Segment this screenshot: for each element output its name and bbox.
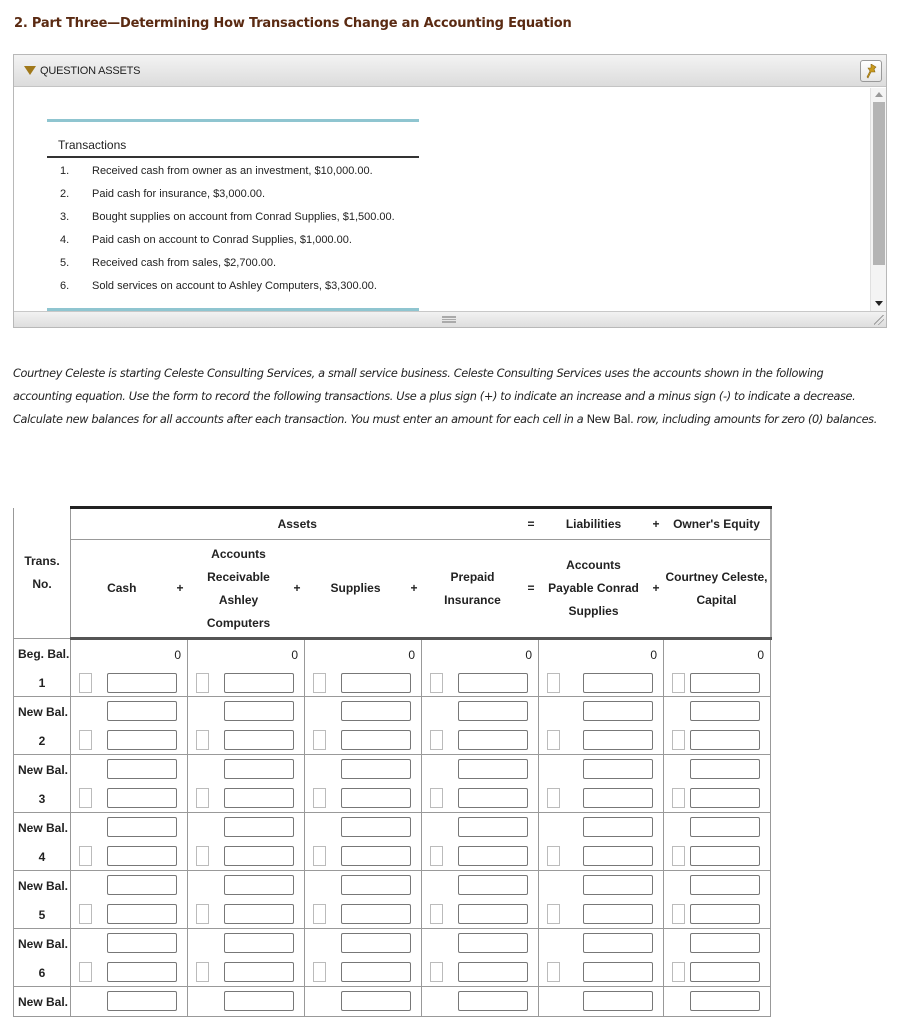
new-balance-input-cash[interactable] <box>107 933 177 953</box>
row-label <box>14 871 71 929</box>
transaction-amount-input-accounts-receivable[interactable] <box>224 730 294 750</box>
cell-cash <box>71 755 188 813</box>
equals-operator: = <box>524 508 539 540</box>
new-balance-input-accounts-receivable[interactable] <box>224 991 294 1011</box>
beginning-balance-value: 0 <box>291 648 298 662</box>
equals-operator: = <box>524 540 539 639</box>
sign-input-capital[interactable] <box>672 846 685 866</box>
new-balance-input-supplies[interactable] <box>341 933 411 953</box>
sign-input-accounts-payable[interactable] <box>547 904 560 924</box>
new-balance-input-cash[interactable] <box>107 991 177 1011</box>
sign-input-prepaid-insurance[interactable] <box>430 904 443 924</box>
question-assets-panel <box>13 54 887 328</box>
transaction-amount-input-capital[interactable] <box>690 962 760 982</box>
cell-accounts-receivable <box>188 755 305 813</box>
sign-input-capital[interactable] <box>672 730 685 750</box>
sign-input-accounts-payable[interactable] <box>547 673 560 693</box>
sign-input-accounts-receivable[interactable] <box>196 730 209 750</box>
new-balance-input-accounts-payable[interactable] <box>583 701 653 721</box>
transaction-number: 1. <box>60 165 70 177</box>
new-balance-input-accounts-payable[interactable] <box>583 875 653 895</box>
sign-input-supplies[interactable] <box>313 904 326 924</box>
transaction-amount-input-accounts-payable[interactable] <box>583 962 653 982</box>
sign-input-accounts-payable[interactable] <box>547 962 560 982</box>
cell-accounts-payable <box>539 697 664 755</box>
transaction-text: Paid cash for insurance, $3,000.00. <box>92 188 266 200</box>
cell-prepaid-insurance <box>422 929 539 987</box>
accounting-equation-table <box>13 506 772 1017</box>
cell-capital <box>664 987 771 1017</box>
beginning-balance-value: 0 <box>650 648 657 662</box>
cell-accounts-receivable <box>188 697 305 755</box>
transaction-amount-input-accounts-receivable[interactable] <box>224 904 294 924</box>
table-row <box>14 639 771 697</box>
row-label-balance: New Bal. <box>18 821 69 835</box>
transaction-amount-input-accounts-payable[interactable] <box>583 846 653 866</box>
row-label-trans: 5 <box>38 908 46 922</box>
row-label <box>14 987 71 1017</box>
cell-accounts-payable <box>539 813 664 871</box>
cell-supplies <box>305 929 422 987</box>
owners-equity-group-header: Owner's Equity <box>664 508 771 540</box>
column-header-line: Courtney Celeste, <box>665 569 768 584</box>
transaction-amount-input-supplies[interactable] <box>341 730 411 750</box>
sign-input-supplies[interactable] <box>313 962 326 982</box>
sign-input-prepaid-insurance[interactable] <box>430 846 443 866</box>
trans-header-line: No. <box>32 576 52 591</box>
plus-operator: + <box>173 540 188 639</box>
new-balance-input-accounts-payable[interactable] <box>583 933 653 953</box>
new-balance-input-accounts-payable[interactable] <box>583 991 653 1011</box>
sign-input-supplies[interactable] <box>313 730 326 750</box>
sign-input-capital[interactable] <box>672 904 685 924</box>
new-balance-input-prepaid-insurance[interactable] <box>458 991 528 1011</box>
new-balance-input-supplies[interactable] <box>341 817 411 837</box>
column-header-line: Capital <box>696 592 737 607</box>
sign-input-capital[interactable] <box>672 673 685 693</box>
sign-input-prepaid-insurance[interactable] <box>430 962 443 982</box>
cell-cash <box>71 987 188 1017</box>
column-header-line: Accounts <box>566 558 621 572</box>
transaction-number: 6. <box>60 280 70 292</box>
transaction-amount-input-cash[interactable] <box>107 962 177 982</box>
column-header-supplies <box>305 540 407 639</box>
transaction-amount-input-cash[interactable] <box>107 846 177 866</box>
sign-input-accounts-receivable[interactable] <box>196 904 209 924</box>
divider <box>47 119 419 122</box>
sign-input-accounts-receivable[interactable] <box>196 962 209 982</box>
transaction-amount-input-cash[interactable] <box>107 673 177 693</box>
transaction-amount-input-accounts-receivable[interactable] <box>224 788 294 808</box>
sign-input-accounts-payable[interactable] <box>547 788 560 808</box>
transaction-amount-input-accounts-receivable[interactable] <box>224 846 294 866</box>
plus-operator: + <box>290 540 305 639</box>
transaction-amount-input-prepaid-insurance[interactable] <box>458 904 528 924</box>
new-balance-input-capital[interactable] <box>690 875 760 895</box>
column-header-line: Supplies <box>330 581 381 595</box>
transaction-text: Paid cash on account to Conrad Supplies, $1,000.00. <box>92 234 352 246</box>
page-title: 2. Part Three—Determining How Transactions Change an Accounting Equation <box>14 16 572 31</box>
transaction-amount-input-supplies[interactable] <box>341 673 411 693</box>
cell-capital <box>664 639 771 697</box>
table-row <box>14 697 771 755</box>
transactions-list <box>47 162 427 300</box>
cell-accounts-payable <box>539 987 664 1017</box>
instructions-part-1: Courtney Celeste is starting Celeste Consulting Services, a small service business. Celeste Consulting Services uses the accounts shown in the following accounting equation. Use the form to record the following transactions. Use a plus sign (+) to indicate an increase and a minus sign (-) to indicate a decrease. Calculate new balances for all accounts after each transaction. You must enter an amount for each cell in a <box>13 367 856 426</box>
new-balance-input-accounts-receivable[interactable] <box>224 933 294 953</box>
sign-input-prepaid-insurance[interactable] <box>430 673 443 693</box>
table-row <box>14 987 771 1017</box>
cell-accounts-payable <box>539 639 664 697</box>
new-balance-input-prepaid-insurance[interactable] <box>458 759 528 779</box>
cell-prepaid-insurance <box>422 639 539 697</box>
transaction-amount-input-supplies[interactable] <box>341 962 411 982</box>
new-balance-input-accounts-payable[interactable] <box>583 759 653 779</box>
trans-no-header <box>14 508 71 639</box>
cell-cash <box>71 929 188 987</box>
resize-grip-icon[interactable] <box>874 315 884 325</box>
cell-supplies <box>305 987 422 1017</box>
row-label-balance: New Bal. <box>18 705 69 719</box>
row-label-balance: Beg. Bal. <box>18 647 70 661</box>
instructions-new-bal: New Bal. <box>586 412 634 426</box>
beginning-balance-value: 0 <box>525 648 532 662</box>
transaction-number: 5. <box>60 257 70 269</box>
cell-accounts-receivable <box>188 929 305 987</box>
transaction-amount-input-prepaid-insurance[interactable] <box>458 788 528 808</box>
row-label <box>14 755 71 813</box>
plus-operator: + <box>649 540 664 639</box>
transaction-item <box>47 208 427 231</box>
cell-capital <box>664 697 771 755</box>
cell-prepaid-insurance <box>422 871 539 929</box>
transaction-amount-input-cash[interactable] <box>107 730 177 750</box>
scroll-up-arrow-icon[interactable] <box>875 92 883 97</box>
cell-supplies <box>305 639 422 697</box>
beginning-balance-value: 0 <box>757 648 764 662</box>
row-label-trans: 2 <box>38 734 46 748</box>
question-assets-content <box>14 88 870 312</box>
transaction-amount-input-prepaid-insurance[interactable] <box>458 673 528 693</box>
sign-input-prepaid-insurance[interactable] <box>430 788 443 808</box>
transaction-amount-input-capital[interactable] <box>690 846 760 866</box>
transaction-amount-input-capital[interactable] <box>690 904 760 924</box>
transaction-item <box>47 231 427 254</box>
cell-accounts-payable <box>539 929 664 987</box>
sign-input-capital[interactable] <box>672 788 685 808</box>
sign-input-cash[interactable] <box>79 962 92 982</box>
beginning-balance-value: 0 <box>408 648 415 662</box>
transaction-amount-input-supplies[interactable] <box>341 846 411 866</box>
cell-cash <box>71 697 188 755</box>
cell-capital <box>664 813 771 871</box>
new-balance-input-cash[interactable] <box>107 875 177 895</box>
cell-accounts-receivable <box>188 639 305 697</box>
new-balance-input-capital[interactable] <box>690 701 760 721</box>
transaction-amount-input-prepaid-insurance[interactable] <box>458 730 528 750</box>
plus-operator: + <box>407 540 422 639</box>
cell-accounts-payable <box>539 871 664 929</box>
sign-input-supplies[interactable] <box>313 673 326 693</box>
row-label <box>14 639 71 697</box>
new-balance-input-supplies[interactable] <box>341 875 411 895</box>
column-header-line: Payable Conrad <box>548 581 639 595</box>
sign-input-accounts-receivable[interactable] <box>196 673 209 693</box>
question-assets-footer <box>14 311 886 327</box>
column-header-line: Cash <box>107 581 137 595</box>
trans-header-line: Trans. <box>24 553 60 568</box>
new-balance-input-supplies[interactable] <box>341 991 411 1011</box>
pushpin-icon <box>865 64 878 79</box>
cell-cash <box>71 813 188 871</box>
sign-input-cash[interactable] <box>79 788 92 808</box>
table-row <box>14 871 771 929</box>
column-header-line: Insurance <box>444 592 501 607</box>
cell-capital <box>664 929 771 987</box>
cell-accounts-receivable <box>188 987 305 1017</box>
new-balance-input-accounts-receivable[interactable] <box>224 701 294 721</box>
transaction-number: 4. <box>60 234 70 246</box>
sign-input-capital[interactable] <box>672 962 685 982</box>
table-row <box>14 929 771 987</box>
transaction-amount-input-accounts-payable[interactable] <box>583 904 653 924</box>
sign-input-prepaid-insurance[interactable] <box>430 730 443 750</box>
cell-supplies <box>305 871 422 929</box>
question-assets-label[interactable]: QUESTION ASSETS <box>40 65 141 77</box>
sign-input-cash[interactable] <box>79 846 92 866</box>
cell-accounts-receivable <box>188 871 305 929</box>
table-row <box>14 755 771 813</box>
triangle-down-icon[interactable] <box>24 66 36 75</box>
column-header-prepaid-insurance <box>422 540 524 639</box>
column-header-line: Accounts <box>211 546 266 561</box>
transaction-amount-input-cash[interactable] <box>107 788 177 808</box>
new-balance-input-accounts-payable[interactable] <box>583 817 653 837</box>
transaction-item <box>47 185 427 208</box>
cell-prepaid-insurance <box>422 813 539 871</box>
column-header-line: Ashley <box>218 592 259 607</box>
new-balance-input-supplies[interactable] <box>341 759 411 779</box>
liabilities-group-header: Liabilities <box>539 508 649 540</box>
sign-input-cash[interactable] <box>79 673 92 693</box>
transaction-amount-input-accounts-receivable[interactable] <box>224 673 294 693</box>
column-header-line: Supplies <box>568 604 619 618</box>
new-balance-input-accounts-receivable[interactable] <box>224 817 294 837</box>
plus-operator: + <box>649 508 664 540</box>
transaction-amount-input-prepaid-insurance[interactable] <box>458 846 528 866</box>
row-label-balance: New Bal. <box>18 879 69 893</box>
cell-supplies <box>305 813 422 871</box>
column-header-capital <box>664 540 771 639</box>
cell-prepaid-insurance <box>422 987 539 1017</box>
question-assets-header[interactable] <box>14 55 886 87</box>
row-label <box>14 929 71 987</box>
sign-input-accounts-payable[interactable] <box>547 730 560 750</box>
cell-supplies <box>305 697 422 755</box>
transaction-amount-input-supplies[interactable] <box>341 788 411 808</box>
scroll-thumb[interactable] <box>873 102 885 265</box>
transaction-text: Bought supplies on account from Conrad Supplies, $1,500.00. <box>92 211 395 223</box>
row-label-trans: 6 <box>38 966 46 980</box>
cell-accounts-payable <box>539 755 664 813</box>
transaction-number: 2. <box>60 188 70 200</box>
sign-input-accounts-receivable[interactable] <box>196 846 209 866</box>
sign-input-supplies[interactable] <box>313 846 326 866</box>
new-balance-input-accounts-receivable[interactable] <box>224 759 294 779</box>
transaction-text: Received cash from owner as an investment, $10,000.00. <box>92 165 373 177</box>
new-balance-input-cash[interactable] <box>107 759 177 779</box>
new-balance-input-prepaid-insurance[interactable] <box>458 933 528 953</box>
new-balance-input-capital[interactable] <box>690 759 760 779</box>
transaction-amount-input-accounts-payable[interactable] <box>583 673 653 693</box>
row-label-trans: 4 <box>38 850 46 864</box>
cell-prepaid-insurance <box>422 755 539 813</box>
transaction-amount-input-capital[interactable] <box>690 673 760 693</box>
column-header-line: Computers <box>206 615 271 630</box>
new-balance-input-accounts-receivable[interactable] <box>224 875 294 895</box>
row-label-trans: 1 <box>38 676 46 690</box>
cell-accounts-receivable <box>188 813 305 871</box>
assets-group-header: Assets <box>71 508 524 540</box>
transaction-amount-input-accounts-payable[interactable] <box>583 788 653 808</box>
cell-capital <box>664 871 771 929</box>
new-balance-input-capital[interactable] <box>690 817 760 837</box>
transaction-item <box>47 277 427 300</box>
column-header-line: Prepaid <box>450 569 495 584</box>
new-balance-input-cash[interactable] <box>107 701 177 721</box>
sign-input-accounts-receivable[interactable] <box>196 788 209 808</box>
cell-supplies <box>305 755 422 813</box>
new-balance-input-cash[interactable] <box>107 817 177 837</box>
vertical-scrollbar[interactable] <box>870 88 886 312</box>
column-header-accounts-receivable <box>188 540 290 639</box>
sign-input-accounts-payable[interactable] <box>547 846 560 866</box>
transaction-item <box>47 254 427 277</box>
sign-input-cash[interactable] <box>79 730 92 750</box>
sign-input-cash[interactable] <box>79 904 92 924</box>
beginning-balance-value: 0 <box>174 648 181 662</box>
column-header-accounts-payable <box>539 540 649 639</box>
transaction-text: Received cash from sales, $2,700.00. <box>92 257 277 269</box>
cell-prepaid-insurance <box>422 697 539 755</box>
transaction-amount-input-capital[interactable] <box>690 788 760 808</box>
new-balance-input-prepaid-insurance[interactable] <box>458 817 528 837</box>
transaction-amount-input-accounts-receivable[interactable] <box>224 962 294 982</box>
cell-capital <box>664 755 771 813</box>
divider <box>47 156 419 158</box>
instructions-text <box>13 363 883 431</box>
transaction-amount-input-accounts-payable[interactable] <box>583 730 653 750</box>
sign-input-supplies[interactable] <box>313 788 326 808</box>
row-label <box>14 813 71 871</box>
new-balance-input-prepaid-insurance[interactable] <box>458 701 528 721</box>
transaction-amount-input-supplies[interactable] <box>341 904 411 924</box>
drag-handle-icon[interactable] <box>442 316 456 323</box>
transaction-amount-input-cash[interactable] <box>107 904 177 924</box>
new-balance-input-capital[interactable] <box>690 933 760 953</box>
pin-button[interactable] <box>860 60 882 82</box>
row-label-balance: New Bal. <box>18 937 69 951</box>
transaction-text: Sold services on account to Ashley Computers, $3,300.00. <box>92 280 377 292</box>
column-header-line: Receivable <box>207 569 270 584</box>
scroll-down-arrow-icon[interactable] <box>875 301 883 306</box>
row-label-trans: 3 <box>38 792 46 806</box>
cell-cash <box>71 871 188 929</box>
transaction-amount-input-prepaid-insurance[interactable] <box>458 962 528 982</box>
transaction-item <box>47 162 427 185</box>
transactions-heading: Transactions <box>58 138 127 152</box>
new-balance-input-capital[interactable] <box>690 991 760 1011</box>
new-balance-input-prepaid-insurance[interactable] <box>458 875 528 895</box>
row-label <box>14 697 71 755</box>
transaction-amount-input-capital[interactable] <box>690 730 760 750</box>
table-row <box>14 813 771 871</box>
instructions-part-2: row, including amounts for zero (0) balances. <box>633 412 877 426</box>
row-label-balance: New Bal. <box>18 995 69 1009</box>
cell-cash <box>71 639 188 697</box>
row-label-balance: New Bal. <box>18 763 69 777</box>
new-balance-input-supplies[interactable] <box>341 701 411 721</box>
column-header-cash <box>71 540 173 639</box>
transaction-number: 3. <box>60 211 70 223</box>
